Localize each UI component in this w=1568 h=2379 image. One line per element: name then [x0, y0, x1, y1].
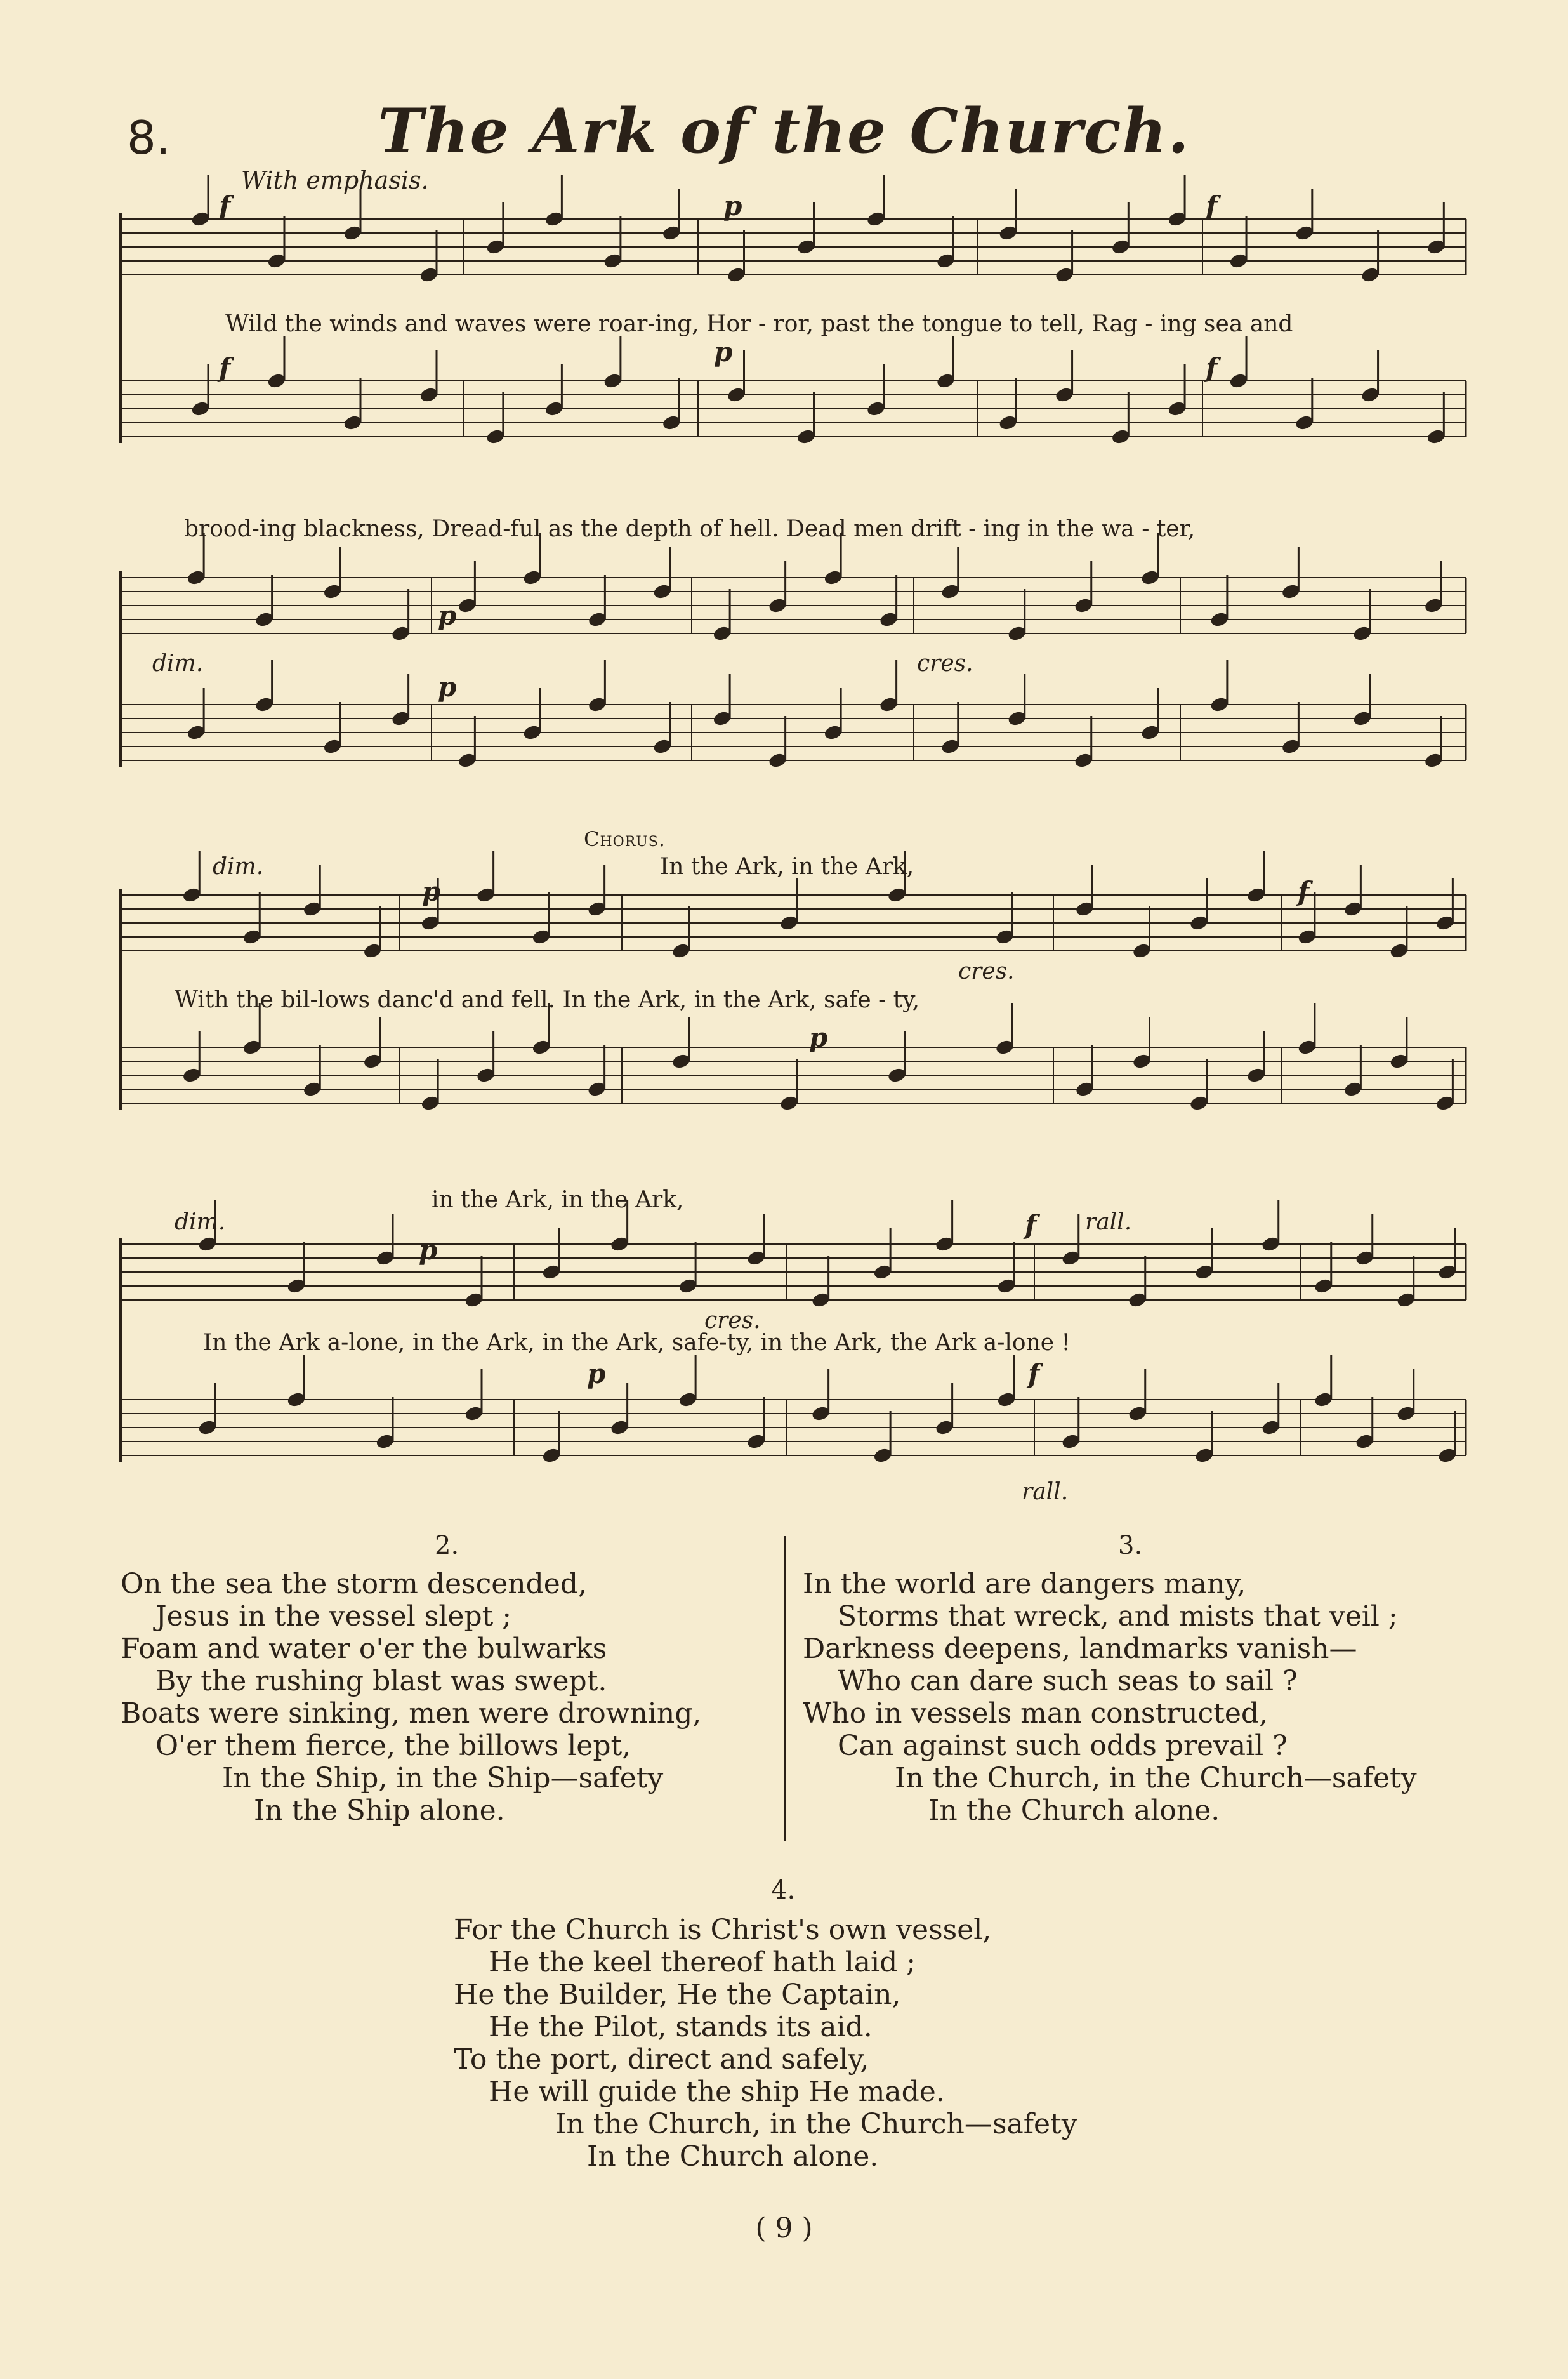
verse-line: In the Church, in the Church—safety: [555, 2108, 1077, 2140]
expression-dim: dim.: [213, 854, 264, 880]
verse-3: [803, 1568, 1417, 1827]
dynamic-piano: p: [438, 600, 457, 631]
dynamic-piano: p: [422, 876, 441, 907]
verse-line: Jesus in the vessel slept ;: [155, 1600, 512, 1633]
lyric-line: In the Ark a-lone, in the Ark, in the Ark, safe-ty, in the Ark, the Ark a-lone !: [203, 1330, 1071, 1356]
verse-line: In the Church alone.: [587, 2140, 879, 2173]
verse-2: [121, 1568, 701, 1827]
dynamic-piano: p: [809, 1022, 828, 1053]
verse-number: 3.: [1118, 1531, 1143, 1560]
hymn-number: 8.: [127, 111, 171, 164]
verse-number: 4.: [771, 1876, 796, 1905]
expression-dim: dim.: [175, 1209, 226, 1235]
column-divider: [784, 1536, 786, 1841]
expression-cres: cres.: [958, 958, 1015, 984]
dynamic-forte: f: [1025, 1209, 1037, 1240]
verse-line: By the rushing blast was swept.: [155, 1665, 607, 1697]
verse-line: Foam and water o'er the bulwarks: [121, 1633, 607, 1665]
verse-line: He the Builder, He the Captain,: [454, 1978, 901, 2011]
verse-line: Boats were sinking, men were drowning,: [121, 1697, 702, 1730]
dynamic-piano: p: [723, 190, 742, 222]
dynamic-piano: p: [714, 336, 733, 368]
lyric-line: With the bil-lows danc'd and fell. In the Ark, in the Ark, safe - ty,: [175, 987, 920, 1013]
tempo-marking: With emphasis.: [241, 166, 429, 194]
verse-line: On the sea the storm descended,: [121, 1568, 587, 1600]
verse-line: In the Ship alone.: [254, 1794, 505, 1827]
chorus-label: Chorus.: [584, 827, 666, 851]
verse-line: Who in vessels man constructed,: [803, 1697, 1268, 1730]
hymn-title: The Ark of the Church.: [378, 95, 1190, 167]
dynamic-forte: f: [1206, 352, 1218, 383]
expression-rall: rall.: [1022, 1479, 1069, 1505]
dynamic-piano: p: [587, 1358, 606, 1389]
verse-line: He the keel thereof hath laid ;: [489, 1946, 916, 1978]
chorus-upper-lyric: In the Ark, in the Ark,: [660, 854, 914, 880]
expression-rall: rall.: [1085, 1209, 1132, 1235]
verse-line: In the Church alone.: [928, 1794, 1220, 1827]
page-number: ( 9 ): [755, 2212, 813, 2244]
dynamic-forte: f: [219, 190, 231, 222]
expression-cres: cres.: [704, 1308, 761, 1334]
verse-number: 2.: [435, 1531, 459, 1560]
verse-line: He will guide the ship He made.: [489, 2076, 945, 2108]
chorus-upper-lyric: in the Ark, in the Ark,: [432, 1187, 684, 1213]
verse-line: In the Ship, in the Ship—safety: [222, 1762, 664, 1794]
lyric-line: brood-ing blackness, Dread-ful as the depth of hell. Dead men drift - ing in the wa - ter,: [184, 516, 1196, 542]
verse-line: To the port, direct and safely,: [454, 2043, 869, 2076]
verse-line: He the Pilot, stands its aid.: [489, 2011, 873, 2043]
expression-dim: dim.: [152, 651, 204, 677]
verse-line: Can against such odds prevail ?: [838, 1730, 1288, 1762]
verse-line: In the world are dangers many,: [803, 1568, 1246, 1600]
dynamic-piano: p: [419, 1235, 438, 1266]
expression-cres: cres.: [917, 651, 973, 677]
dynamic-forte: f: [219, 352, 231, 383]
lyric-line: Wild the winds and waves were roar-ing, Hor - ror, past the tongue to tell, Rag - ing sea and: [225, 311, 1293, 337]
verse-line: Who can dare such seas to sail ?: [838, 1665, 1298, 1697]
dynamic-forte: f: [1298, 876, 1310, 907]
verse-4: [454, 1914, 1077, 2173]
verse-line: Darkness deepens, landmarks vanish—: [803, 1633, 1357, 1665]
dynamic-forte: f: [1206, 190, 1218, 222]
dynamic-forte: f: [1028, 1358, 1040, 1389]
verse-line: Storms that wreck, and mists that veil ;: [838, 1600, 1398, 1633]
verse-line: O'er them fierce, the billows lept,: [155, 1730, 631, 1762]
dynamic-piano: p: [438, 672, 457, 703]
verse-line: In the Church, in the Church—safety: [895, 1762, 1417, 1794]
verse-line: For the Church is Christ's own vessel,: [454, 1914, 992, 1946]
